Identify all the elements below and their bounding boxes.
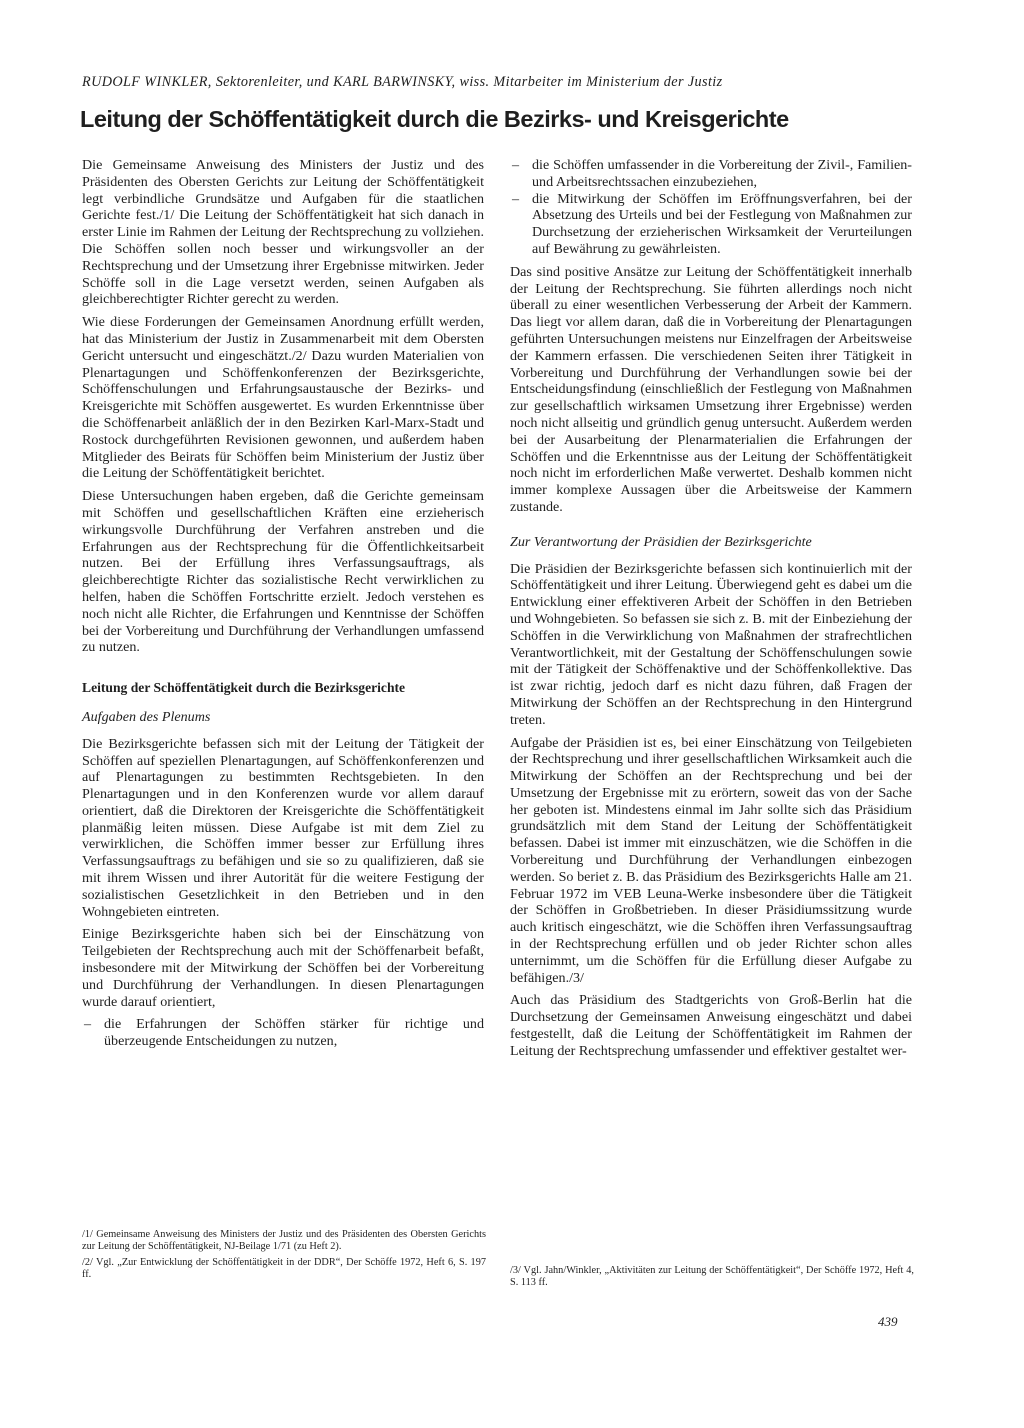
subheading: Zur Verantwortung der Präsidien der Bezirksgerichte xyxy=(510,533,812,550)
paragraph: Die Präsidien der Bezirksgerichte befassen sich kontinuierlich mit der Schöffentätigkeit und ihrer Leitung. Überwiegend geht es dabei um die Entwicklung einer effektiveren Arbeit der Schöffen in den Betrieben und Wohngebieten. So befassen sie sich z. B. mit der Einbeziehung der Schöffen in die Verwirklichung von Maßnahmen der strafrechtlichen Verantwortlichkeit, mit der Gestaltung der Schöffenschulungen sowie mit der Tätigkeit der Schöffenaktive und der Schöffenkollektive. Das ist zwar richtig, jedoch darf es nicht dazu führen, daß Fragen der Mitwirkung der Schöffen an der Rechtsprechung in den Hintergrund treten. xyxy=(510,560,912,728)
footnote: /2/ Vgl. „Zur Entwicklung der Schöffentätigkeit in der DDR“, Der Schöffe 1972, Heft 6, S. 197 ff. xyxy=(82,1256,486,1281)
section-heading: Leitung der Schöffentätigkeit durch die Bezirksgerichte xyxy=(82,680,406,696)
paragraph: Aufgabe der Präsidien ist es, bei einer Einschätzung von Teilgebieten der Rechtsprechung und ihrer gesellschaftlichen Wirksamkeit auch die Mitwirkung der Schöffen an der Rechtsprechung und bei der Umsetzung der Ergebnisse mit zu erörtern, soweit das von der Sache her geboten ist. Mindestens einmal im Jahr sollte sich das Präsidium grundsätzlich mit dem Stand der Leitung der Schöffentätigkeit befassen. Dabei ist immer mit einzuschätzen, wie die Schöffen in die Vorbereitung und Durchführung der Verhandlungen einbezogen werden. So beriet z. B. das Präsidium des Bezirksgerichts Halle am 21. Februar 1972 im VEB Leuna-Werke insbesondere über die Tätigkeit der Schöffen in Großbetrieben. In dieser Präsidiumssitzung wurde auch kritisch eingeschätzt, wie die Schöffen ihren Verfassungsauftrag in der Rechtsprechung erfüllen und ob jeder Richter schon alles unternimmt, um die Schöffen für die Erfüllung dieser Aufgabe zu befähigen./3/ xyxy=(510,734,912,986)
list-item: – die Schöffen umfassender in die Vorbereitung der Zivil-, Familien- und Arbeitsrechtssachen einzubeziehen, xyxy=(510,157,912,191)
article-title: Leitung der Schöffentätigkeit durch die Bezirks- und Kreisgerichte xyxy=(80,106,789,132)
paragraph: Die Bezirksgerichte befassen sich mit der Leitung der Tätigkeit der Schöffen auf speziellen Plenartagungen, auf Schöffenkonferenzen und auf Plenartagungen zu bestimmten Rechtsgebieten. In den Plenartagungen und in den Konferenzen wurde vor allem darauf orientiert, daß die Direktoren der Kreisgerichte die Schöffentätigkeit planmäßig leiten müssen. Diese Aufgabe ist mit dem Ziel zu verwirklichen, die Schöffen immer besser zur Erfüllung ihres Verfassungsauftrags zu befähigen und sie so zu qualifizieren, daß sie mit ihrem Wissen und ihrer Autorität für die weitere Festigung der sozialistischen Gesetzlichkeit in den Betrieben und in den Wohngebieten eintreten. xyxy=(82,735,484,920)
paragraph: Einige Bezirksgerichte haben sich bei der Einschätzung von Teilgebieten der Rechtsprechung auch mit der Schöffenarbeit befaßt, insbesondere mit der Mitwirkung der Schöffen bei der Vorbereitung und Durchführung der Verhandlungen. In diesen Plenartagungen wurde darauf orientiert, xyxy=(82,926,484,1010)
dash-list xyxy=(510,157,912,258)
paragraph: Wie diese Forderungen der Gemeinsamen Anordnung erfüllt werden, hat das Ministerium der Justiz in Zusammenarbeit mit dem Obersten Gericht untersucht und eingeschätzt./2/ Dazu wurden Materialien von Plenartagungen und Schöffenkonferenzen der Bezirksgerichte, Schöffenschulungen und Erfahrungsaustausche der Bezirks- und Kreisgerichte mit Schöffen ausgewertet. Es wurden Erkenntnisse über die Schöffenarbeit anläßlich der in den Bezirken Karl-Marx-Stadt und Rostock durchgeführten Revisionen gewonnen, und außerdem haben Mitglieder des Beirats für Schöffen beim Ministerium der Justiz über die Leitung der Schöffentätigkeit berichtet. xyxy=(82,314,484,482)
paragraph: Auch das Präsidium des Stadtgerichts von Groß-Berlin hat die Durchsetzung der Gemeinsamen Anweisung eingeschätzt und dabei festgestellt, daß die Leitung der Schöffentätigkeit im Rahmen der Leitung der Rechtsprechung umfassender und effektiver gestaltet wer- xyxy=(510,992,912,1059)
subheading: Aufgaben des Plenums xyxy=(82,708,211,725)
footnote: /1/ Gemeinsame Anweisung des Ministers der Justiz und des Präsidenten des Obersten Gerichts zur Leitung der Schöffentätigkeit, NJ-Beilage 1/71 (zu Heft 2). xyxy=(82,1229,486,1253)
paragraph: Diese Untersuchungen haben ergeben, daß die Gerichte gemeinsam mit Schöffen und gesellschaftlichen Kräften eine erzieherisch wirkungsvolle Durchführung der Verfahren anstreben und die Erfahrungen aus der Rechtsprechung für die Öffentlichkeitsarbeit nutzen. Bei der Erfüllung ihres Verfassungsauftrags, als gleichberechtigte Richter das sozialistische Recht verwirklichen zu helfen, haben die Schöffen Fortschritte erzielt. Jedoch verstehen es noch nicht alle Richter, die Erfahrungen und Kenntnisse der Schöffen bei der Vorbereitung und Durchführung der Verhandlungen umfassend zu nutzen. xyxy=(82,488,484,656)
footnotes-left xyxy=(82,1229,486,1285)
list-item: – die Erfahrungen der Schöffen stärker für richtige und überzeugende Entscheidungen zu nutzen, xyxy=(82,1016,484,1050)
left-column xyxy=(82,157,484,1056)
list-item: – die Mitwirkung der Schöffen im Eröffnungsverfahren, bei der Absetzung des Urteils und bei der Festlegung von Maßnahmen zur Durchsetzung der erzieherischen Wirksamkeit der Verurteilungen auf Bewährung zu gewährleisten. xyxy=(510,191,912,258)
footnote: /3/ Vgl. Jahn/Winkler, „Aktivitäten zur Leitung der Schöffentätigkeit“, Der Schöffe 1972, Heft 4, S. 113 ff. xyxy=(510,1265,914,1289)
paragraph: Die Gemeinsame Anweisung des Ministers der Justiz und des Präsidenten des Obersten Gerichts zur Leitung der Schöffentätigkeit legt verbindliche Grundsätze und Aufgaben für die staatlichen Gerichte fest./1/ Die Leitung der Schöffentätigkeit hat sich danach in erster Linie im Rahmen der Leitung der Rechtsprechung zu vollziehen. Die Schöffen sollen noch besser und wirkungsvoller an der Rechtsprechung und der Umsetzung ihrer Ergebnisse mitwirken. Jeder Schöffe soll in die Lage versetzt werden, seinen Aufgaben als gleichberechtigter Richter gerecht zu werden. xyxy=(82,157,484,308)
page-number: 439 xyxy=(878,1314,898,1329)
footnotes-right xyxy=(510,1265,914,1293)
author-byline: RUDOLF WINKLER, Sektorenleiter, und KARL BARWINSKY, wiss. Mitarbeiter im Ministerium der Justiz xyxy=(82,74,723,90)
paragraph: Das sind positive Ansätze zur Leitung der Schöffentätigkeit innerhalb der Leitung der Rechtsprechung. Sie führten allerdings noch nicht überall zu einer wesentlichen Verbesserung der Arbeit der Kammern. Das liegt vor allem daran, daß die in Vorbereitung der Plenartagungen geführten Untersuchungen meistens nur Einzelfragen der Arbeitsweise der Kammern erfassen. Die verschiedenen Seiten ihrer Tätigkeit in Vorbereitung und Durchführung der Verhandlungen sowie bei der Entscheidungsfindung (einschließlich der Festlegung von Maßnahmen zur gesellschaftlich wirksamen Umsetzung ihrer Ergebnisse) werden noch nicht allseitig und gründlich genug untersucht. Außerdem werden bei der Ausarbeitung der Plenarmaterialien die Erfahrungen der Schöffen und die Erkenntnisse aus der Leitung der Schöffentätigkeit noch nicht im erforderlichen Maße verwertet. Deshalb kommen nicht immer komplexe Aussagen über die Arbeitsweise der Kammern zustande. xyxy=(510,263,912,515)
right-column xyxy=(510,157,912,1066)
dash-list xyxy=(82,1016,484,1050)
